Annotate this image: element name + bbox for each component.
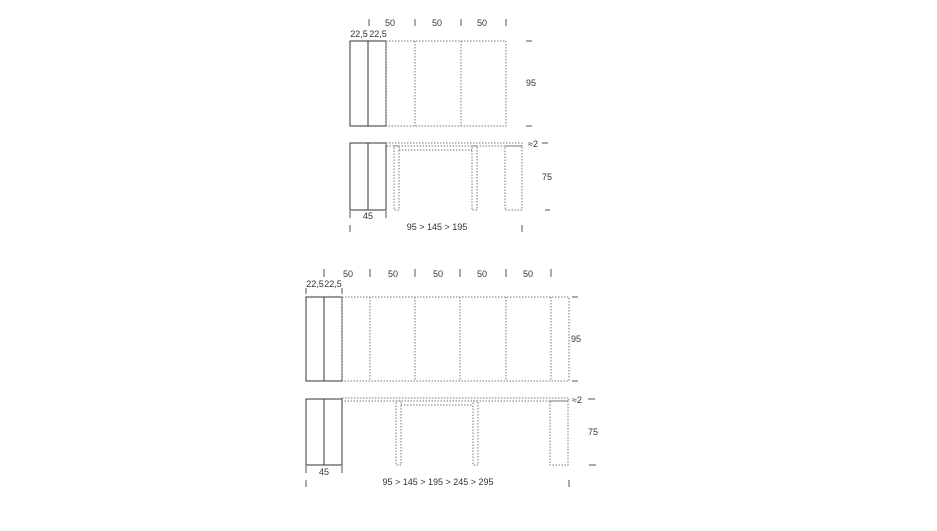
segment-width-label: 50 bbox=[476, 18, 488, 28]
half-width-label: 22,5 bbox=[324, 279, 342, 289]
segment-width-label: 50 bbox=[476, 269, 488, 279]
closed-side-right bbox=[368, 143, 386, 210]
segment-width-label: 50 bbox=[384, 18, 396, 28]
segment-width-label: 50 bbox=[342, 269, 354, 279]
depth-label: 95 bbox=[525, 78, 537, 88]
extended-leg bbox=[472, 146, 477, 210]
closed-side-right bbox=[324, 399, 342, 465]
height-label: 75 bbox=[587, 427, 599, 437]
half-width-label: 22,5 bbox=[369, 29, 387, 39]
extended-leg bbox=[473, 401, 478, 465]
top-thickness-label: ≈2 bbox=[572, 395, 582, 405]
extended-top-profile bbox=[342, 398, 569, 401]
closed-side-left bbox=[306, 399, 324, 465]
segment-width-label: 50 bbox=[431, 18, 443, 28]
segment-width-label: 50 bbox=[387, 269, 399, 279]
extended-leg bbox=[396, 401, 401, 465]
closed-top-right-half bbox=[324, 297, 342, 381]
diagram-2 bbox=[306, 269, 598, 487]
extended-top-profile bbox=[386, 143, 522, 146]
closed-top-right-half bbox=[368, 41, 386, 126]
end-leg bbox=[505, 146, 522, 210]
length-range-label: 95 > 145 > 195 > 245 > 295 bbox=[382, 477, 494, 487]
depth-label: 95 bbox=[570, 334, 582, 344]
closed-top-left-half bbox=[350, 41, 368, 126]
segment-width-label: 50 bbox=[432, 269, 444, 279]
end-leg bbox=[550, 401, 568, 465]
extended-leg bbox=[394, 146, 399, 210]
extension-outline bbox=[386, 41, 506, 126]
top-thickness-label: ≈2 bbox=[528, 139, 538, 149]
diagram-1 bbox=[350, 18, 552, 232]
segment-width-label: 50 bbox=[522, 269, 534, 279]
half-width-label: 22,5 bbox=[306, 279, 324, 289]
height-label: 75 bbox=[541, 172, 553, 182]
extension-outline bbox=[342, 297, 569, 381]
closed-top-left-half bbox=[306, 297, 324, 381]
length-range-label: 95 > 145 > 195 bbox=[406, 222, 468, 232]
closed-width-label: 45 bbox=[362, 211, 374, 221]
closed-side-left bbox=[350, 143, 368, 210]
closed-width-label: 45 bbox=[318, 467, 330, 477]
half-width-label: 22,5 bbox=[350, 29, 368, 39]
